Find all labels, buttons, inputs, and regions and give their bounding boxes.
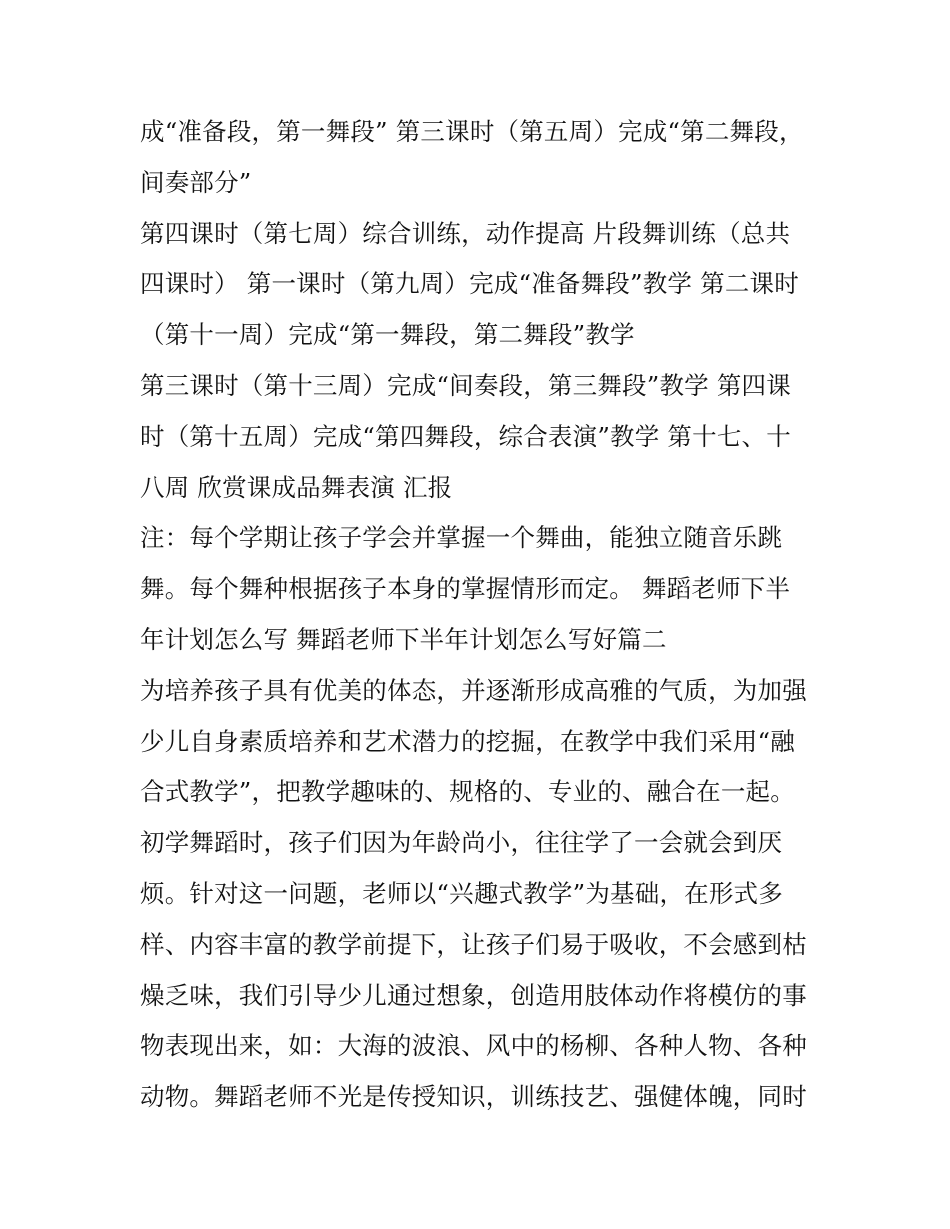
text-line: 四课时） 第一课时（第九周）完成“准备舞段”教学 第二课时 xyxy=(140,269,799,299)
text-line: 烦。针对这一问题，老师以“兴趣式教学”为基础，在形式多 xyxy=(140,878,783,908)
text-line: 第三课时（第十三周）完成“间奏段，第三舞段”教学 第四课 xyxy=(140,370,791,400)
text-line: 少儿自身素质培养和艺术潜力的挖掘，在教学中我们采用“融 xyxy=(140,726,795,756)
text-line: 初学舞蹈时，孩子们因为年龄尚小，往往学了一会就会到厌 xyxy=(140,828,783,858)
text-line: 为培养孩子具有优美的体态，并逐渐形成高雅的气质，为加强 xyxy=(140,675,807,705)
text-line: 舞。每个舞种根据孩子本身的掌握情形而定。 舞蹈老师下半 xyxy=(140,574,791,604)
text-line: 物表现出来，如：大海的波浪、风中的杨柳、各种人物、各种 xyxy=(140,1031,807,1061)
text-line: 燥乏味，我们引导少儿通过想象，创造用肢体动作将模仿的事 xyxy=(140,980,807,1010)
text-line: 合式教学”，把教学趣味的、规格的、专业的、融合在一起。 xyxy=(140,777,795,807)
text-line: （第十一周）完成“第一舞段，第二舞段”教学 xyxy=(140,320,635,350)
text-line: 注：每个学期让孩子学会并掌握一个舞曲，能独立随音乐跳 xyxy=(140,523,783,553)
text-line: 成“准备段，第一舞段” 第三课时（第五周）完成“第二舞段， xyxy=(140,117,804,146)
document-body xyxy=(140,107,830,1123)
text-line: 时（第十五周）完成“第四舞段，综合表演”教学 第十七、十 xyxy=(140,421,791,451)
text-line: 八周 欣赏课成品舞表演 汇报 xyxy=(140,472,453,502)
text-line: 间奏部分” xyxy=(140,167,252,197)
text-line: 样、内容丰富的教学前提下，让孩子们易于吸收，不会感到枯 xyxy=(140,929,807,959)
text-line: 第四课时（第七周）综合训练，动作提高 片段舞训练（总共 xyxy=(140,218,791,248)
text-line: 年计划怎么写 舞蹈老师下半年计划怎么写好篇二 xyxy=(140,624,667,654)
text-line: 动物。舞蹈老师不光是传授知识，训练技艺、强健体魄，同时 xyxy=(140,1082,807,1112)
